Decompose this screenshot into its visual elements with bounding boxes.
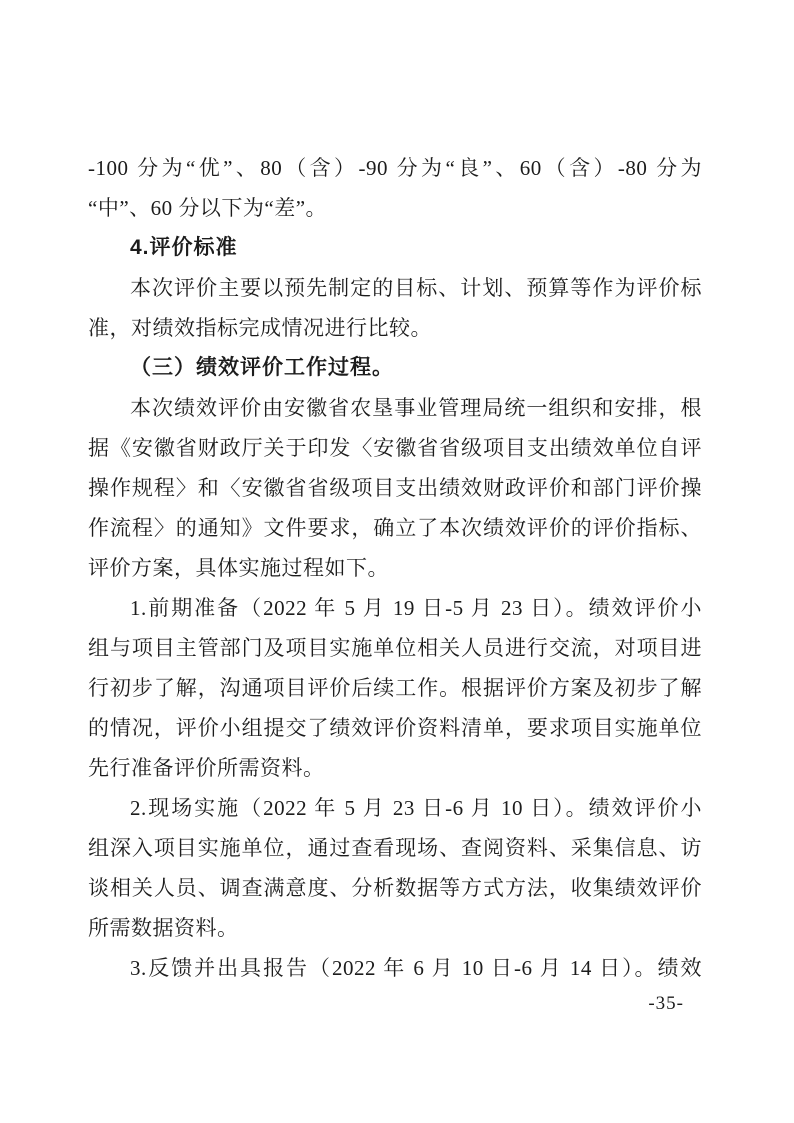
text-line: 组深入项目实施单位，通过查看现场、查阅资料、采集信息、访 [88, 836, 702, 860]
section-heading-evaluation-criteria: 4.评价标准 [130, 236, 238, 259]
document-body [88, 148, 702, 988]
paragraph [88, 148, 702, 228]
text-line: “中”、60 分以下为“差”。 [88, 196, 328, 220]
text-line: 谈相关人员、调查满意度、分析数据等方式方法，收集绩效评价 [88, 876, 702, 900]
text-line: 先行准备评价所需资料。 [88, 756, 325, 780]
text-line: 所需数据资料。 [88, 916, 239, 940]
text-line: 评价方案，具体实施过程如下。 [88, 556, 389, 580]
text-line: -100 分为“优”、80（含）-90 分为“良”、60（含）-80 分为 [88, 156, 702, 180]
paragraph [88, 268, 702, 348]
paragraph [88, 948, 702, 988]
text-line: 本次绩效评价由安徽省农垦事业管理局统一组织和安排，根 [130, 396, 702, 420]
text-line: 1.前期准备（2022 年 5 月 19 日-5 月 23 日）。绩效评价小 [130, 596, 702, 620]
text-line: 作流程〉的通知》文件要求，确立了本次绩效评价的评价指标、 [88, 516, 702, 540]
paragraph [88, 788, 702, 948]
text-line: 的情况，评价小组提交了绩效评价资料清单，要求项目实施单位 [88, 716, 702, 740]
section-heading-evaluation-process: （三）绩效评价工作过程。 [130, 356, 394, 379]
paragraph [88, 588, 702, 788]
text-line: 2.现场实施（2022 年 5 月 23 日-6 月 10 日）。绩效评价小 [130, 796, 702, 820]
page-number: -35- [648, 993, 684, 1014]
text-line: 本次评价主要以预先制定的目标、计划、预算等作为评价标 [130, 276, 702, 300]
text-line: 据《安徽省财政厅关于印发〈安徽省省级项目支出绩效单位自评 [88, 436, 702, 460]
text-line: 操作规程〉和〈安徽省省级项目支出绩效财政评价和部门评价操 [88, 476, 702, 500]
text-line: 行初步了解，沟通项目评价后续工作。根据评价方案及初步了解 [88, 676, 702, 700]
text-line: 准，对绩效指标完成情况进行比较。 [88, 316, 432, 340]
paragraph [88, 388, 702, 588]
text-line: 3.反馈并出具报告（2022 年 6 月 10 日-6 月 14 日）。绩效 [130, 956, 702, 980]
text-line: 组与项目主管部门及项目实施单位相关人员进行交流，对项目进 [88, 636, 702, 660]
